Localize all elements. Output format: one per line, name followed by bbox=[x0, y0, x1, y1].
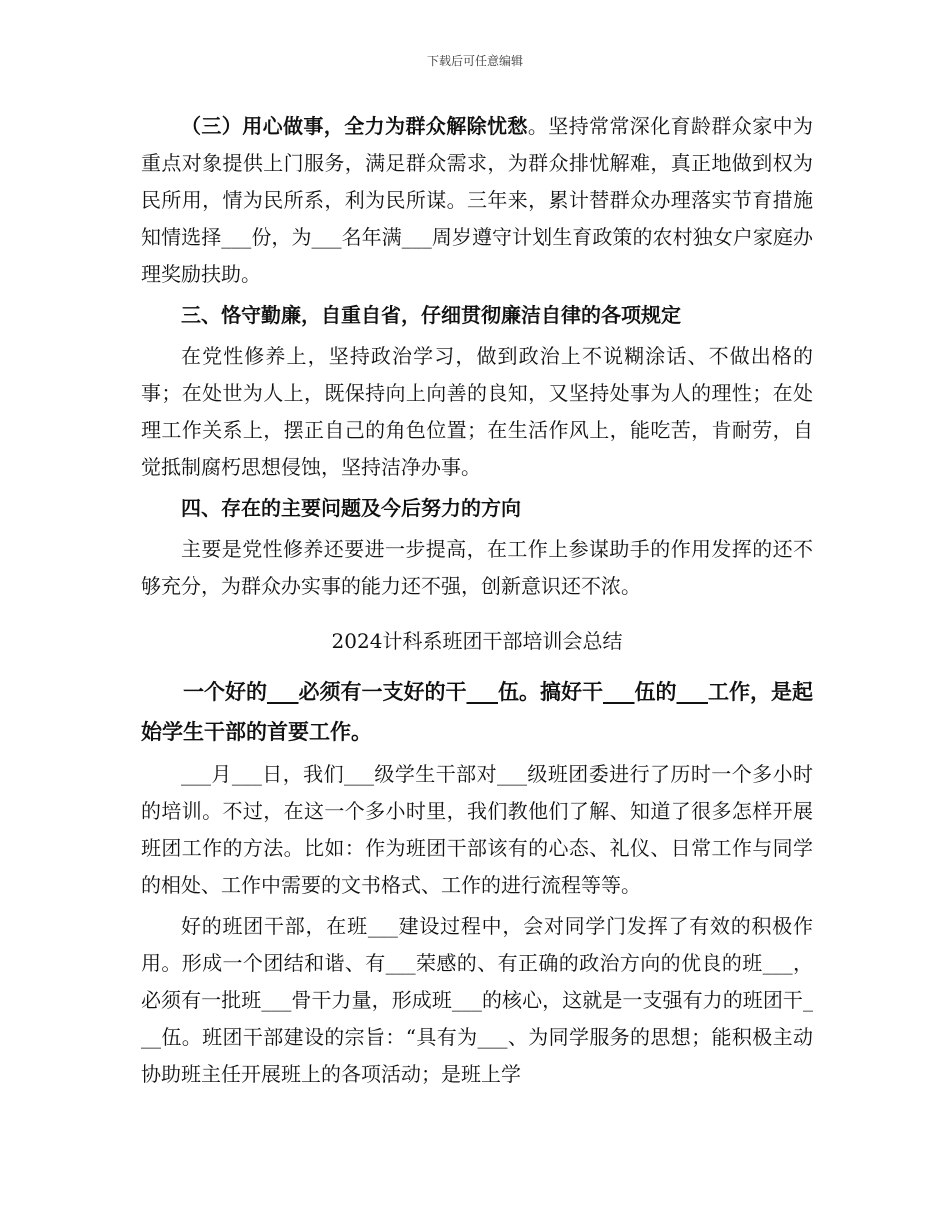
document-body bbox=[141, 108, 813, 1093]
lead-paragraph: 一个好的___必须有一支好的干___伍。搞好干___伍的___工作，是起始学生干部的首要工作。 bbox=[141, 679, 813, 744]
section-heading-problems: 四、存在的主要问题及今后努力的方向 bbox=[181, 496, 521, 520]
section-heading-3-sub: （三）用心做事，全力为群众解除忧愁 bbox=[181, 114, 528, 138]
document-title: 2024计科系班团干部培训会总结 bbox=[331, 629, 623, 653]
paragraph-cadres: 好的班团干部，在班___建设过程中，会对同学门发挥了有效的积极作用。形成一个团结和谐、有___荣感的、有正确的政治方向的优良的班___，必须有一批班___骨干力量，形成班___的核心，这就是一支强有力的班团干___伍。班团干部建设的宗旨：“具有为___、为同学服务的思想；能积极主动协助班主任开展班上的各项活动；是班上学 bbox=[141, 914, 813, 1086]
paragraph-service bbox=[141, 108, 813, 293]
section-heading-integrity: 三、恪守勤廉，自重自省，仔细贯彻廉洁自律的各项规定 bbox=[181, 303, 681, 327]
paragraph-problems: 主要是党性修养还要进一步提高，在工作上参谋助手的作用发挥的还不够充分，为群众办实事的能力还不强，创新意识还不浓。 bbox=[141, 537, 813, 598]
page-header: 下载后可任意编辑 bbox=[426, 54, 523, 68]
paragraph-service-text: 。坚持常常深化育龄群众家中为重点对象提供上门服务，满足群众需求，为群众排忧解难，真正地做到权为民所用，情为民所系，利为民所谋。三年来，累计替群众办理落实节育措施知情选择___份，为___名年满___周岁遵守计划生育政策的农村独女户家庭办理奖励扶助。 bbox=[141, 114, 814, 286]
paragraph-integrity: 在党性修养上，坚持政治学习，做到政治上不说糊涂话、不做出格的事；在处世为人上，既保持向上向善的良知，又坚持处事为人的理性；在处理工作关系上，摆正自己的角色位置；在生活作风上，能吃苦，肯耐劳，自觉抵制腐朽思想侵蚀，坚持洁净办事。 bbox=[141, 344, 813, 479]
paragraph-training: ___月___日，我们___级学生干部对___级班团委进行了历时一个多小时的培训。不过，在这一个多小时里，我们教他们了解、知道了很多怎样开展班团工作的方法。比如：作为班团干部该有的心态、礼仪、日常工作与同学的相处、工作中需要的文书格式、工作的进行流程等等。 bbox=[141, 762, 813, 897]
